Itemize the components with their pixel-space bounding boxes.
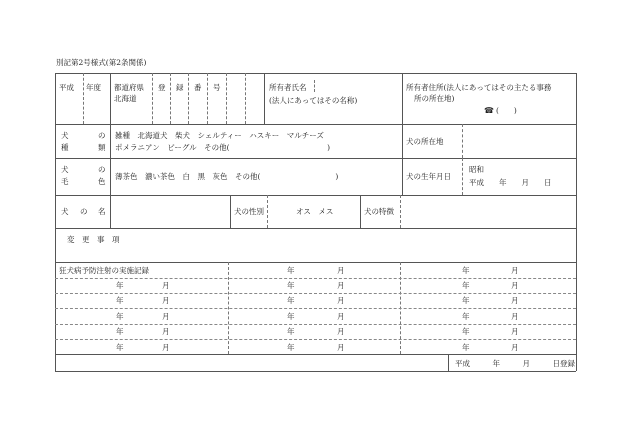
coat-divider-birth <box>402 158 403 195</box>
row-sep-4 <box>55 228 576 229</box>
rabies-row-divider-5 <box>55 339 576 340</box>
breed-options-line2: ポメラニアン ビーグル その他( ) <box>115 143 331 152</box>
breed-divider-location <box>402 124 403 158</box>
breed-options-line1: 雑種 北海道犬 柴犬 シェルティー ハスキー マルチーズ <box>115 131 324 140</box>
header-owner-addr-label2: 所の所在地) <box>414 94 455 103</box>
dog-name-label-3: 名 <box>98 207 106 216</box>
coat-label-1: 犬 <box>61 165 69 174</box>
header-divider-reg1 <box>170 73 171 124</box>
breed-label-1: 犬 <box>61 131 69 140</box>
sex-options: オス メス <box>296 207 334 216</box>
rabies-r3c1-month: 月 <box>162 296 170 305</box>
breed-label-2: の <box>98 131 106 140</box>
location-label: 犬の所在地 <box>406 137 444 146</box>
table-top-border <box>55 73 576 74</box>
rabies-r1c2-month: 月 <box>337 266 345 275</box>
rabies-r4c1-year: 年 <box>116 312 124 321</box>
features-label-divider <box>400 195 401 228</box>
header-divider-pref <box>110 73 111 124</box>
rabies-r3c3-month: 月 <box>511 296 519 305</box>
header-divider-addr <box>402 73 403 124</box>
row-sep-6 <box>55 354 576 355</box>
birth-label-divider <box>462 158 463 195</box>
rabies-r4c2-month: 月 <box>337 312 345 321</box>
rabies-r2c3-year: 年 <box>462 281 470 290</box>
breed-divider-label <box>110 124 111 195</box>
header-pref-value: 北海道 <box>114 94 137 103</box>
row-sep-3 <box>55 195 576 196</box>
header-heisei: 平成 <box>59 83 74 92</box>
rabies-r6c2-year: 年 <box>287 343 295 352</box>
coat-options: 薄茶色 濃い茶色 白 黒 灰色 その他( ) <box>115 172 339 181</box>
rabies-r6c2-month: 月 <box>337 343 345 352</box>
rabies-r1c3-month: 月 <box>511 266 519 275</box>
dog-name-label-2: の <box>80 207 88 216</box>
header-reg-char-2: 録 <box>176 83 184 92</box>
rabies-r4c3-year: 年 <box>462 312 470 321</box>
rabies-r5c1-month: 月 <box>162 327 170 336</box>
footer-divider <box>448 354 449 371</box>
rabies-r5c3-year: 年 <box>462 327 470 336</box>
name-divider-features <box>360 195 361 228</box>
dog-name-label-1: 犬 <box>61 207 69 216</box>
footer-registration: 平成 年 月 日登録 <box>455 359 575 368</box>
table-left-border <box>55 73 56 371</box>
header-divider-year <box>83 73 84 124</box>
rabies-r1c2-year: 年 <box>287 266 295 275</box>
rabies-r6c1-year: 年 <box>116 343 124 352</box>
coat-label-4: 色 <box>98 177 106 186</box>
rabies-r3c2-year: 年 <box>287 296 295 305</box>
rabies-r2c2-month: 月 <box>337 281 345 290</box>
row-sep-5 <box>55 262 576 263</box>
rabies-r5c1-year: 年 <box>116 327 124 336</box>
rabies-r6c3-year: 年 <box>462 343 470 352</box>
birth-heisei-line: 平成 年 月 日 <box>469 178 552 187</box>
breed-label-4: 類 <box>98 143 106 152</box>
rabies-row-divider-3 <box>55 308 576 309</box>
name-divider-label <box>110 195 111 228</box>
header-divider-reg3 <box>207 73 208 124</box>
rabies-title: 狂犬病予防注射の実施記録 <box>59 266 149 275</box>
rabies-r3c1-year: 年 <box>116 296 124 305</box>
birth-showa: 昭和 <box>469 165 484 174</box>
header-reg-char-4: 号 <box>213 83 221 92</box>
rabies-r3c2-month: 月 <box>337 296 345 305</box>
phone-icon: ☎ <box>484 106 494 115</box>
rabies-r4c2-year: 年 <box>287 312 295 321</box>
header-owner-name-label: 所有者氏名 <box>269 83 307 92</box>
form-title: 別記第2号様式(第2条関係) <box>56 58 147 67</box>
table-right-border <box>576 73 577 371</box>
row-sep-2 <box>55 158 576 159</box>
rabies-row-divider-1 <box>55 278 576 279</box>
rabies-r2c3-month: 月 <box>511 281 519 290</box>
rabies-r4c1-month: 月 <box>162 312 170 321</box>
rabies-r2c2-year: 年 <box>287 281 295 290</box>
sex-label-divider <box>267 195 268 228</box>
rabies-r6c3-month: 月 <box>511 343 519 352</box>
rabies-r1c3-year: 年 <box>462 266 470 275</box>
header-divider-reg2 <box>188 73 189 124</box>
rabies-r5c2-month: 月 <box>337 327 345 336</box>
header-owner-name-note: (法人にあってはその名称) <box>269 96 358 105</box>
rabies-row-divider-2 <box>55 293 576 294</box>
rabies-r4c3-month: 月 <box>511 312 519 321</box>
header-pref-label: 都道府県 <box>114 83 144 92</box>
sex-label: 犬の性別 <box>234 207 264 216</box>
rabies-r2c1-year: 年 <box>116 281 124 290</box>
header-owner-addr-label: 所有者住所(法人にあってはその主たる事務 <box>406 83 552 92</box>
rabies-r2c1-month: 月 <box>162 281 170 290</box>
coat-label-3: 毛 <box>61 177 69 186</box>
breed-label-3: 種 <box>61 143 69 152</box>
rabies-r5c3-month: 月 <box>511 327 519 336</box>
name-divider-sex <box>230 195 231 228</box>
header-divider-reg4 <box>226 73 227 124</box>
coat-label-2: の <box>98 165 106 174</box>
rabies-r6c1-month: 月 <box>162 343 170 352</box>
rabies-r5c2-year: 年 <box>287 327 295 336</box>
location-label-divider <box>462 124 463 158</box>
features-label: 犬の特徴 <box>364 207 394 216</box>
header-divider-reg5 <box>245 73 246 124</box>
header-nendo: 年度 <box>86 83 101 92</box>
birth-label: 犬の生年月日 <box>406 172 451 181</box>
owner-name-underline <box>314 80 315 92</box>
rabies-r3c3-year: 年 <box>462 296 470 305</box>
header-reg-char-1: 登 <box>158 83 166 92</box>
changes-label: 変 更 事 項 <box>67 235 120 244</box>
row-sep-1 <box>55 124 576 125</box>
table-bottom-border <box>55 371 576 372</box>
rabies-row-divider-4 <box>55 324 576 325</box>
header-divider-reg0 <box>152 73 153 124</box>
header-divider-owner <box>264 73 265 124</box>
header-phone-parens: ( ) <box>496 106 517 115</box>
header-reg-char-3: 番 <box>194 83 202 92</box>
